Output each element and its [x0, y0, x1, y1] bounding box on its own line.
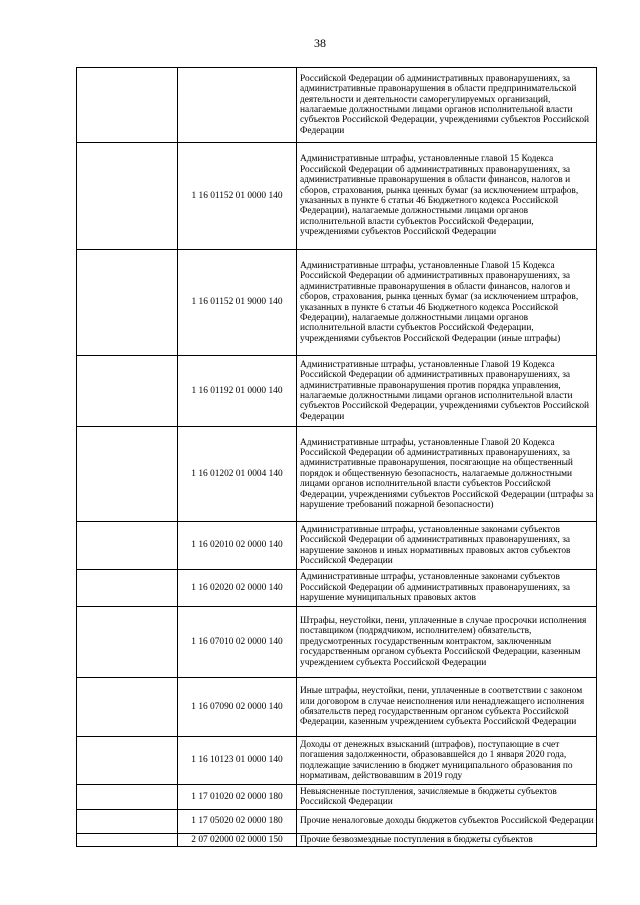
income-name-cell: Доходы от денежных взысканий (штрафов), поступающие в счет погашения задолженности, образовавшейся до 1 января 2020 года, подлежащие зачислению в бюджет муниципального образования по нормативам, действовавшим в 2019 году — [297, 737, 597, 785]
income-code-cell: 1 16 07090 02 0000 140 — [178, 678, 297, 737]
income-name-cell: Административные штрафы, установленные законами субъектов Российской Федерации об административных правонарушениях, за нарушение законов и иных нормативных правовых актов субъектов Российской Федерации — [297, 522, 597, 570]
income-name-cell: Прочие безвозмездные поступления в бюджеты субъектов — [297, 834, 597, 847]
admin-code-cell — [77, 810, 178, 834]
income-code-cell: 2 07 02000 02 0000 150 — [178, 834, 297, 847]
income-code-cell: 1 16 01152 01 9000 140 — [178, 250, 297, 356]
table-row — [77, 250, 597, 356]
admin-code-cell — [77, 834, 178, 847]
table-row — [77, 427, 597, 522]
page-number: 38 — [314, 36, 326, 50]
admin-code-cell — [77, 427, 178, 522]
income-name-cell: Иные штрафы, неустойки, пени, уплаченные в соответствии с законом или договором в случае неисполнения или ненадлежащего исполнения обязательств перед государственным органом субъекта Российской Федерации, казенным учреждением субъекта Российской Федерации — [297, 678, 597, 737]
admin-code-cell — [77, 570, 178, 607]
income-name-cell: Административные штрафы, установленные Главой 20 Кодекса Российской Федерации об административных правонарушениях, за административные правонарушения, посягающие на общественный порядок и общественную безопасность, налагаемые должностными лицами органов исполнительной власти субъектов Российской Федерации, учреждениями субъектов Российской Федерации (штрафы за нарушение требований пожарной безопасности) — [297, 427, 597, 522]
table-row — [77, 68, 597, 143]
admin-code-cell — [77, 678, 178, 737]
table-row — [77, 570, 597, 607]
income-name-cell: Административные штрафы, установленные Главой 15 Кодекса Российской Федерации об административных правонарушениях, за административные правонарушения в области финансов, налогов и сборов, страхования, рынка ценных бумаг (за исключением штрафов, указанных в пункте 6 статьи 46 Бюджетного кодекса Российской Федерации), налагаемые должностными лицами органов исполнительной власти субъектов Российской Федерации, учреждениями субъектов Российской Федерации (иные штрафы) — [297, 250, 597, 356]
income-code-cell: 1 16 07010 02 0000 140 — [178, 607, 297, 678]
table-row — [77, 607, 597, 678]
admin-code-cell — [77, 250, 178, 356]
admin-code-cell — [77, 522, 178, 570]
admin-code-cell — [77, 607, 178, 678]
income-code-cell: 1 16 10123 01 0000 140 — [178, 737, 297, 785]
income-code-cell: 1 16 01152 01 0000 140 — [178, 143, 297, 250]
income-name-cell: Административные штрафы, установленные законами субъектов Российской Федерации об административных правонарушениях, за нарушение муниципальных правовых актов — [297, 570, 597, 607]
table-row — [77, 143, 597, 250]
admin-code-cell — [77, 68, 178, 143]
income-code-cell: 1 17 01020 02 0000 180 — [178, 785, 297, 810]
income-name-cell: Невыясненные поступления, зачисляемые в бюджеты субъектов Российской Федерации — [297, 785, 597, 810]
table-row — [77, 737, 597, 785]
table-row — [77, 678, 597, 737]
income-code-cell: 1 16 01202 01 0004 140 — [178, 427, 297, 522]
table-row — [77, 356, 597, 427]
income-code-cell: 1 16 02010 02 0000 140 — [178, 522, 297, 570]
income-name-cell: Административные штрафы, установленные главой 15 Кодекса Российской Федерации об административных правонарушениях, за административные правонарушения в области финансов, налогов и сборов, страхования, рынка ценных бумаг (за исключением штрафов, указанных в пункте 6 статьи 46 Бюджетного кодекса Российской Федерации), налагаемые должностными лицами органов исполнительной власти субъектов Российской Федерации, учреждениями субъектов Российской Федерации — [297, 143, 597, 250]
income-name-cell: Административные штрафы, установленные Главой 19 Кодекса Российской Федерации об административных правонарушениях, за административные правонарушения против порядка управления, налагаемые должностными лицами органов исполнительной власти субъектов Российской Федерации, учреждениями субъектов Российской Федерации — [297, 356, 597, 427]
table-row — [77, 522, 597, 570]
admin-code-cell — [77, 737, 178, 785]
admin-code-cell — [77, 356, 178, 427]
budget-classification-table — [76, 67, 597, 847]
income-name-cell: Российской Федерации об административных правонарушениях, за административные правонарушения в области предпринимательской деятельности и деятельности саморегулируемых организаций, налагаемые должностными лицами органов исполнительной власти субъектов Российской Федерации, учреждениями субъектов Российской Федерации — [297, 68, 597, 143]
income-code-cell: 1 17 05020 02 0000 180 — [178, 810, 297, 834]
table-row — [77, 785, 597, 810]
income-code-cell — [178, 68, 297, 143]
income-code-cell: 1 16 01192 01 0000 140 — [178, 356, 297, 427]
table-row — [77, 834, 597, 847]
table-row — [77, 810, 597, 834]
admin-code-cell — [77, 143, 178, 250]
income-name-cell: Прочие неналоговые доходы бюджетов субъектов Российской Федерации — [297, 810, 597, 834]
income-name-cell: Штрафы, неустойки, пени, уплаченные в случае просрочки исполнения поставщиком (подрядчиком, исполнителем) обязательств, предусмотренных государственным контрактом, заключенным государственным органом субъекта Российской Федерации, казенным учреждением субъекта Российской Федерации — [297, 607, 597, 678]
admin-code-cell — [77, 785, 178, 810]
income-code-cell: 1 16 02020 02 0000 140 — [178, 570, 297, 607]
